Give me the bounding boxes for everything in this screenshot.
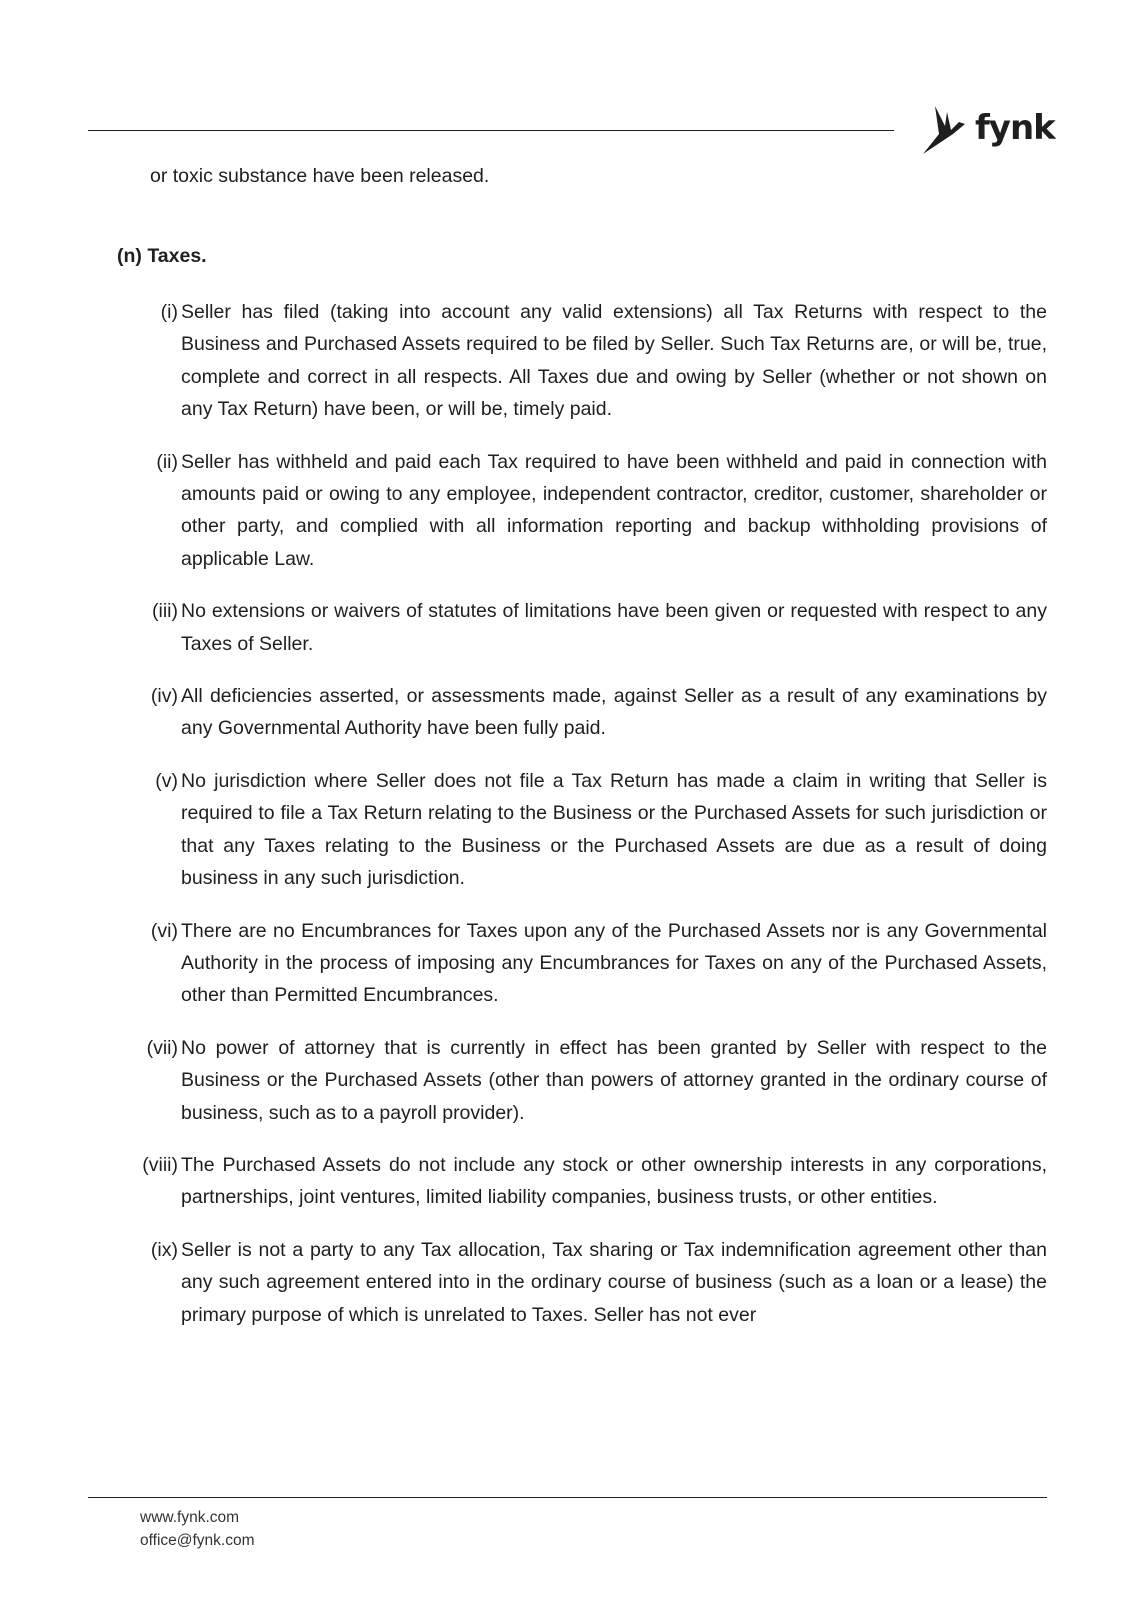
item-marker: (viii): [142, 1153, 178, 1176]
list-item: [120, 1149, 1047, 1214]
list-item: [120, 915, 1047, 1012]
footer-rule: [88, 1497, 1047, 1498]
list-item: [120, 296, 1047, 426]
item-text: No extensions or waivers of statutes of limitations have been given or requested with respect to any Taxes of Seller.: [181, 600, 1047, 655]
list-item: [120, 680, 1047, 745]
item-text: There are no Encumbrances for Taxes upon any of the Purchased Assets nor is any Governmental Authority in the process of imposing any Encumbrances for Taxes on any of the Purchased Assets, other than Permitted Encumbrances.: [181, 919, 1047, 1007]
list-item: [120, 595, 1047, 660]
carryover-text: or toxic substance have been released.: [150, 165, 490, 187]
list-item: [120, 765, 1047, 895]
header-rule: [88, 130, 894, 131]
item-text: No power of attorney that is currently in effect has been granted by Seller with respect to the Business or the Purchased Assets (other than powers of attorney granted in the ordinary course of business, such as to a payroll provider).: [181, 1036, 1047, 1124]
item-marker: (i): [160, 301, 178, 323]
tax-items-list: [120, 296, 1047, 1351]
section-heading: (n) Taxes.: [117, 245, 207, 267]
footer-website-link[interactable]: www.fynk.com: [140, 1509, 240, 1526]
brand-logo: [921, 104, 1055, 160]
item-marker: (ii): [156, 450, 178, 473]
item-text: All deficiencies asserted, or assessments made, against Seller as a result of any examinations by any Governmental Authority have been fully paid.: [181, 685, 1047, 740]
item-text: Seller has withheld and paid each Tax required to have been withheld and paid in connection with amounts paid or owing to any employee, independent contractor, creditor, customer, shareholder or other party, and complied with all information reporting and backup withholding provisions of applicable Law.: [181, 450, 1047, 570]
item-marker: (v): [155, 769, 178, 792]
item-marker: (ix): [150, 1238, 178, 1261]
item-marker: (vi): [150, 919, 178, 942]
item-text: Seller is not a party to any Tax allocation, Tax sharing or Tax indemnification agreement other than any such agreement entered into in the ordinary course of business (such as a loan or a lease) the primary purpose of which is unrelated to Taxes. Seller has not ever: [181, 1238, 1047, 1326]
footer-email-link[interactable]: office@fynk.com: [140, 1532, 255, 1549]
item-text: Seller has filed (taking into account any valid extensions) all Tax Returns with respect to the Business and Purchased Assets required to be filed by Seller. Such Tax Returns are, or will be, true, complete and correct in all respects. All Taxes due and owing by Seller (whether or not shown on any Tax Return) have been, or will be, timely paid.: [181, 301, 1047, 421]
brand-name: fynk: [975, 108, 1055, 148]
item-text: No jurisdiction where Seller does not file a Tax Return has made a claim in writing that Seller is required to file a Tax Return relating to the Business or the Purchased Assets for such jurisdiction or that any Taxes relating to the Business or the Purchased Assets are due as a result of doing business in any such jurisdiction.: [181, 769, 1047, 890]
list-item: [120, 1234, 1047, 1331]
item-marker: (vii): [146, 1036, 178, 1059]
item-marker: (iv): [150, 685, 178, 708]
list-item: [120, 1032, 1047, 1129]
item-marker: (iii): [152, 600, 178, 623]
list-item: [120, 446, 1047, 576]
item-text: The Purchased Assets do not include any stock or other ownership interests in any corporations, partnerships, joint ventures, limited liability companies, business trusts, or other entities.: [181, 1153, 1047, 1209]
fynk-bird-logo-icon: [921, 104, 973, 156]
